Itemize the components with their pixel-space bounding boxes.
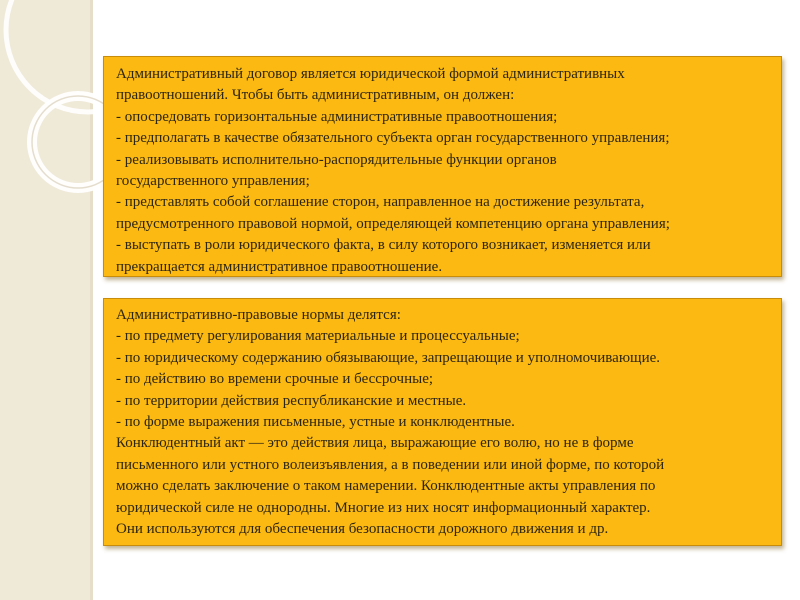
text-line: письменного или устного волеизъявления, а в поведении или иной форме, по которой — [116, 456, 665, 473]
text-box-administrative-contract — [103, 56, 782, 277]
text-line: Административный договор является юридической формой административных — [116, 66, 625, 82]
text-line: - по предмету регулирования материальные и процессуальные; — [116, 328, 520, 345]
text-line: - по территории действия республиканские и местные. — [116, 392, 467, 409]
text-line: правоотношений. Чтобы быть административным, он должен: — [116, 87, 515, 104]
text-line: Они используются для обеспечения безопасности дорожного движения и др. — [116, 521, 609, 538]
text-line: - реализовывать исполнительно-распорядительные функции органов — [116, 151, 557, 168]
text-line: - по форме выражения письменные, устные и конклюдентные. — [116, 414, 515, 431]
text-line: можно сделать заключение о таком намерении. Конклюдентные акты управления по — [116, 478, 656, 495]
text-line: государственного управления; — [116, 173, 310, 190]
text-line: - по действию во времени срочные и бессрочные; — [116, 371, 434, 388]
text-line: - опосредовать горизонтальные административные правоотношения; — [116, 108, 558, 125]
text-line: Административно-правовые нормы делятся: — [116, 307, 401, 323]
text-line: - представлять собой соглашение сторон, направленное на достижение результата, — [116, 194, 645, 211]
text-line: юридической силе не однородны. Многие из них носят информационный характер. — [116, 499, 651, 516]
text-line: - предполагать в качестве обязательного субъекта орган государственного управления; — [116, 130, 670, 147]
text-line: Конклюдентный акт — это действия лица, выражающие его волю, но не в форме — [116, 435, 634, 452]
text-line: предусмотренного правовой нормой, определяющей компетенцию органа управления; — [116, 215, 670, 232]
text-line: прекращается административное правоотношение. — [116, 258, 443, 275]
text-line: - выступать в роли юридического факта, в силу которого возникает, изменяется или — [116, 237, 651, 254]
text-line: - по юридическому содержанию обязывающие, запрещающие и уполномочивающие. — [116, 349, 661, 366]
text-box-legal-norms — [103, 298, 782, 546]
